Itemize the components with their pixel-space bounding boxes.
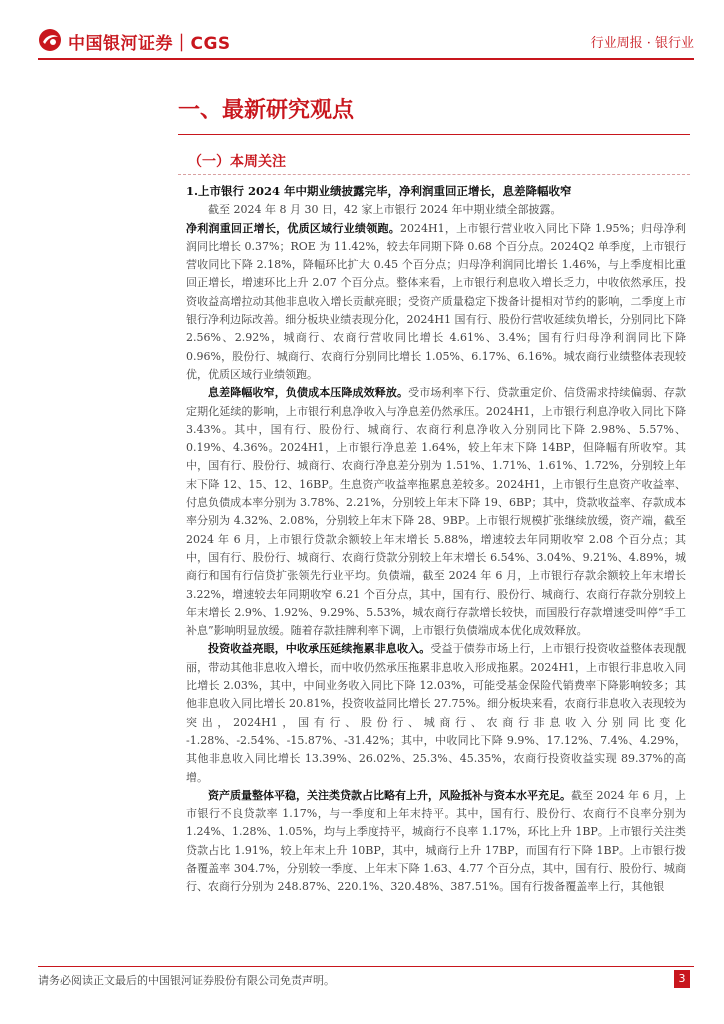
paragraph-investment-lead: 投资收益亮眼，中收承压延续拖累非息收入。 — [208, 642, 431, 656]
galaxy-logo-icon — [38, 28, 62, 52]
header-divider — [38, 58, 694, 60]
page-header — [38, 26, 694, 56]
brand-name: 中国银河证券｜CGS — [68, 34, 231, 54]
page-number: 3 — [674, 970, 690, 988]
paragraph-margin-lead: 息差降幅收窄，负债成本压降成效释放。 — [208, 386, 409, 400]
paragraph-asset-quality-lead: 资产质量整体平稳，关注类贷款占比略有上升，风险抵补与资本水平充足。 — [208, 788, 572, 802]
paragraph-profit-text: 2024H1，上市银行营业收入同比下降 1.95%；归母净利润同比增长 0.37%；ROE 为 11.42%，较去年同期下降 0.68 个百分点。2024Q2 单季度，上市银行营收同比下降 2.18%，降幅环比扩大 0.45 个百分点；归母净利润同比增长 1.46%，与上季度相比重回正增长，增速环比上升 2.07 个百分点。整体来看，上市银行利息收入增长乏力，中收依然承压，投资收益高增拉动其他非息收入增长贡献亮眼；受资产质量稳定下拨备计提相对节约的影响，二季度上市银行净利边际改善。细分板块业绩表现分化，2024H1 国有行、股份行营收延续负增长，分别同比下降 2.56%、2.92%，城商行、农商行营收同比增长 4.61%、3.4%；国有行归母净利润同比下降 0.96%，股份行、城商行、农商行分别同比增长 1.05%、6.17%、6.16%。城农商行业绩整体表现较优，优质区域行业绩领跑。 — [186, 221, 686, 381]
section-divider — [178, 134, 690, 135]
topic-heading-text: 1.上市银行 2024 年中期业绩披露完毕，净利润重回正增长，息差降幅收窄 — [186, 184, 572, 198]
footer-divider — [38, 966, 694, 967]
section-title: 一、最新研究观点 — [178, 97, 355, 123]
topic-heading — [186, 182, 686, 200]
article-body — [186, 180, 686, 897]
subsection-divider — [178, 174, 690, 176]
paragraph-margin — [186, 384, 686, 640]
intro-text: 截至 2024 年 8 月 30 日，42 家上市银行 2024 年中期业绩全部披露。 — [208, 203, 562, 217]
paragraph-margin-text: 受市场利率下行、贷款重定价、信贷需求持续偏弱、存款定期化延续的影响，上市银行利息净收入与净息差仍然承压。2024H1，上市银行利息净收入同比下降 3.43%。其中，国有行、股份行、城商行、农商行利息净收入分别同比下降 2.98%、5.57%、0.19%、4.36%。2024H1，上市银行净息差 1.64%，较上年末下降 14BP，但降幅有所收窄。其中，国有行、股份行、城商行、农商行净息差分别为 1.51%、1.71%、1.61%、1.72%，分别较上年末下降 12、15、12、16BP。生息资产收益率拖累息差较多。2024H1，上市银行生息资产收益率、付息负债成本率分别为 3.78%、2.21%，分别较上年末下降 19、6BP；其中，贷款收益率、存款成本率分别为 4.32%、2.08%，分别较上年末下降 28、9BP。上市银行规模扩张继续放缓，资产端，截至 2024 年 6 月，上市银行贷款余额较上年末增长 5.88%，增速较去年同期收窄 2.08 个百分点；其中，国有行、股份行、城商行、农商行贷款分别较上年末增长 6.54%、3.04%、9.21%、4.89%，城商行和国有行信贷扩张领先行业平均。负债端，截至 2024 年 6 月，上市银行存款余额较上年末增长 3.22%，增速较去年同期收窄 6.21 个百分点，其中，国有行、股份行、城商行、农商行存款分别较上年末增长 2.9%、1.92%、9.29%、5.53%，城农商行存款增长较快，而国股行存款增速受叫停“手工补息”影响明显放缓。随着存款挂牌利率下调，上市银行负债端成本优化成效释放。 — [186, 386, 687, 638]
intro-paragraph — [186, 201, 686, 219]
paragraph-investment — [186, 640, 686, 786]
subsection-title: （一）本周关注 — [188, 154, 286, 170]
footer-disclaimer: 请务必阅读正文最后的中国银河证券股份有限公司免责声明。 — [38, 974, 335, 987]
paragraph-profit-lead: 净利润重回正增长，优质区域行业绩领跑。 — [186, 221, 400, 235]
paragraph-profit — [186, 220, 686, 385]
paragraph-investment-text: 受益于债券市场上行，上市银行投资收益整体表现靓丽，带动其他非息收入增长，而中收仍然承压拖累非息收入形成拖累。2024H1，上市银行非息收入同比增长 2.03%，其中，中间业务收入同比下降 12.03%，可能受基金保险代销费率下降影响较多；其他非息收入同比增长 20.81%，投资收益同比增长 27.75%。细分板块来看，农商行非息收入表现较为突出，2024H1，国有行、股份行、城商行、农商行非息收入分别同比变化 -1.28%、-2.54%、-15.87%、-31.42%；其中，中收同比下降 9.9%、17.12%、7.4%、4.29%，其他非息收入同比增长 13.39%、26.02%、25.3%、45.35%，农商行投资收益实现 89.37%的高增。 — [186, 642, 687, 784]
report-category: 行业周报 · 银行业 — [590, 36, 694, 51]
paragraph-asset-quality-text: 截至 2024 年 6 月，上市银行不良贷款率 1.17%，与一季度和上年末持平。其中，国有行、股份行、农商行不良率分别为 1.24%、1.28%、1.05%，均与上季度持平，城商行不良率 1.17%，环比上升 1BP。上市银行关注类贷款占比 1.91%，较上年末上升 10BP，其中，城商行上升 17BP，而国有行下降 1BP。上市银行拨备覆盖率 304.7%，分别较一季度、上年末下降 1.63、4.77 个百分点，其中，国有行、股份行、城商行、农商行分别为 248.87%、220.1%、320.48%、387.51%。国有行拨备覆盖率上行，其他银 — [186, 788, 686, 894]
paragraph-asset-quality — [186, 787, 686, 897]
